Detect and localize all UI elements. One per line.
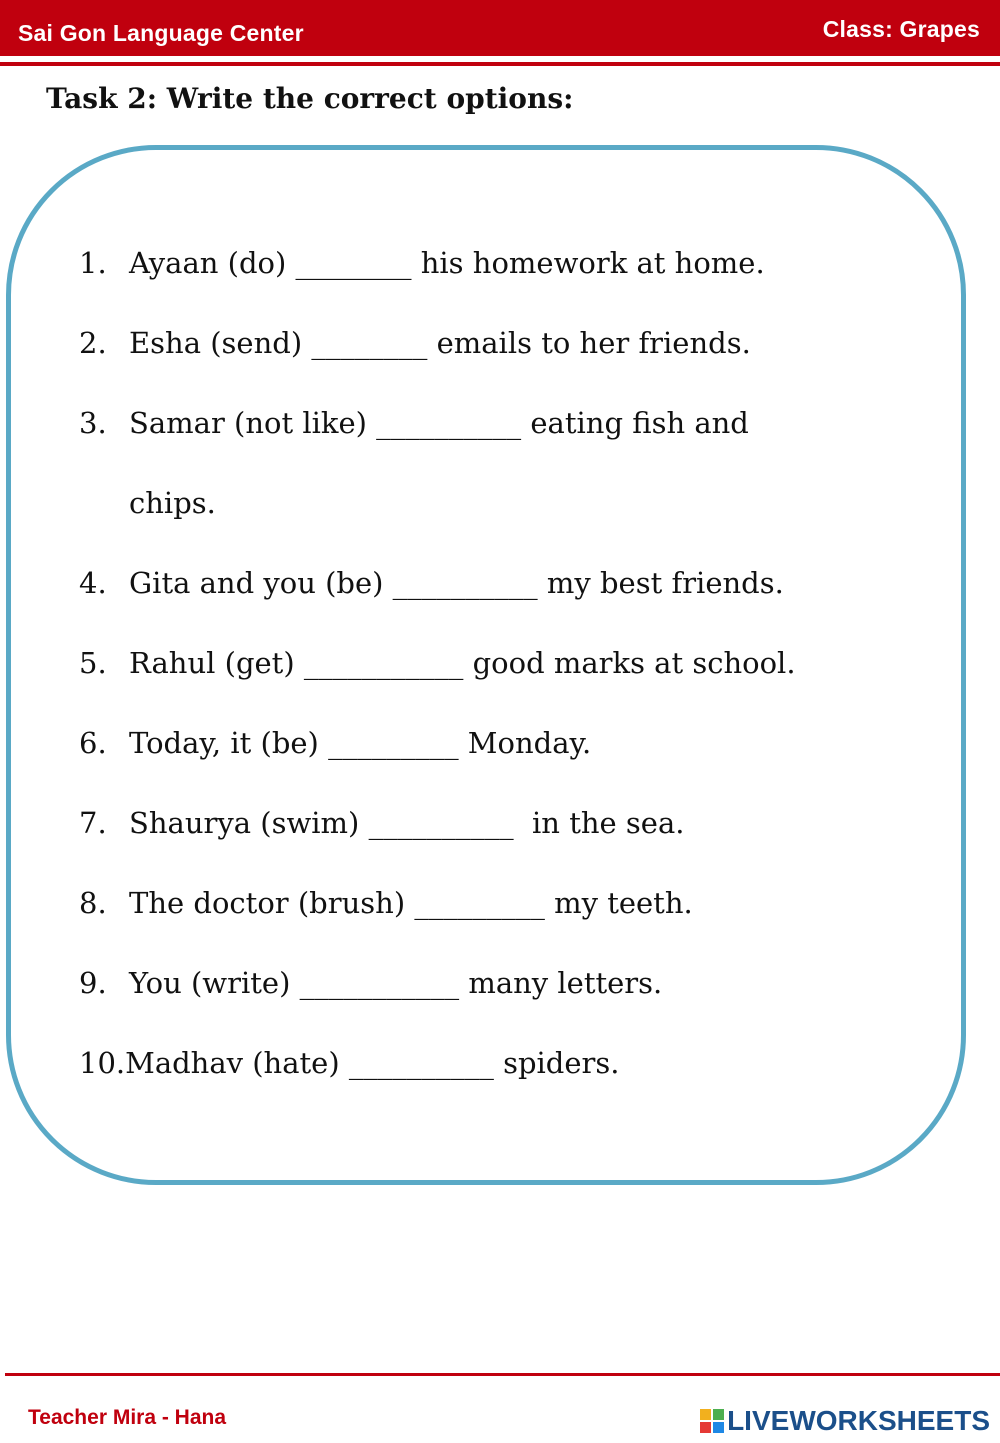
question-item [79,566,784,600]
footer-divider [5,1373,1000,1376]
liveworksheets-logo-icon [700,1409,724,1433]
question-item [79,886,693,920]
question-text: Gita and you (be) __________ my best friends. [129,566,784,600]
question-number: 7. [79,806,107,840]
question-text: Shaurya (swim) __________ in the sea. [129,806,685,840]
question-item [79,246,765,280]
question-number: 4. [79,566,107,600]
teacher-name: Teacher Mira - Hana [28,1406,227,1429]
question-text: The doctor (brush) _________ my teeth. [129,886,693,920]
question-number: 5. [79,646,107,680]
question-item [79,726,591,760]
question-number: 3. [79,406,107,440]
question-number: 10. [79,1046,126,1080]
question-item [79,966,662,1000]
question-item [79,406,749,440]
question-item [79,806,684,840]
question-text: Ayaan (do) ________ his homework at home. [129,246,765,280]
question-number: 2. [79,326,107,360]
class-name: Class: Grapes [822,16,980,42]
question-item [79,326,751,360]
task-title: Task 2: Write the correct options: [46,82,574,115]
school-name: Sai Gon Language Center [18,20,304,46]
header-divider [0,62,1000,66]
question-number: 1. [79,246,107,280]
question-text: Today, it (be) _________ Monday. [129,726,592,760]
question-number: 8. [79,886,107,920]
liveworksheets-brand[interactable] [700,1405,990,1437]
question-text: You (write) ___________ many letters. [129,966,663,1000]
question-number: 6. [79,726,107,760]
question-item [79,1046,620,1080]
question-text: Madhav (hate) __________ spiders. [125,1046,620,1080]
question-text: Esha (send) ________ emails to her friends. [129,326,751,360]
question-number: 9. [79,966,107,1000]
brand-name: LIVEWORKSHEETS [727,1405,990,1436]
question-text: Rahul (get) ___________ good marks at school. [129,646,796,680]
question-text: Samar (not like) __________ eating fish and [129,406,749,440]
question-continuation: chips. [129,486,216,520]
question-item [79,646,796,680]
